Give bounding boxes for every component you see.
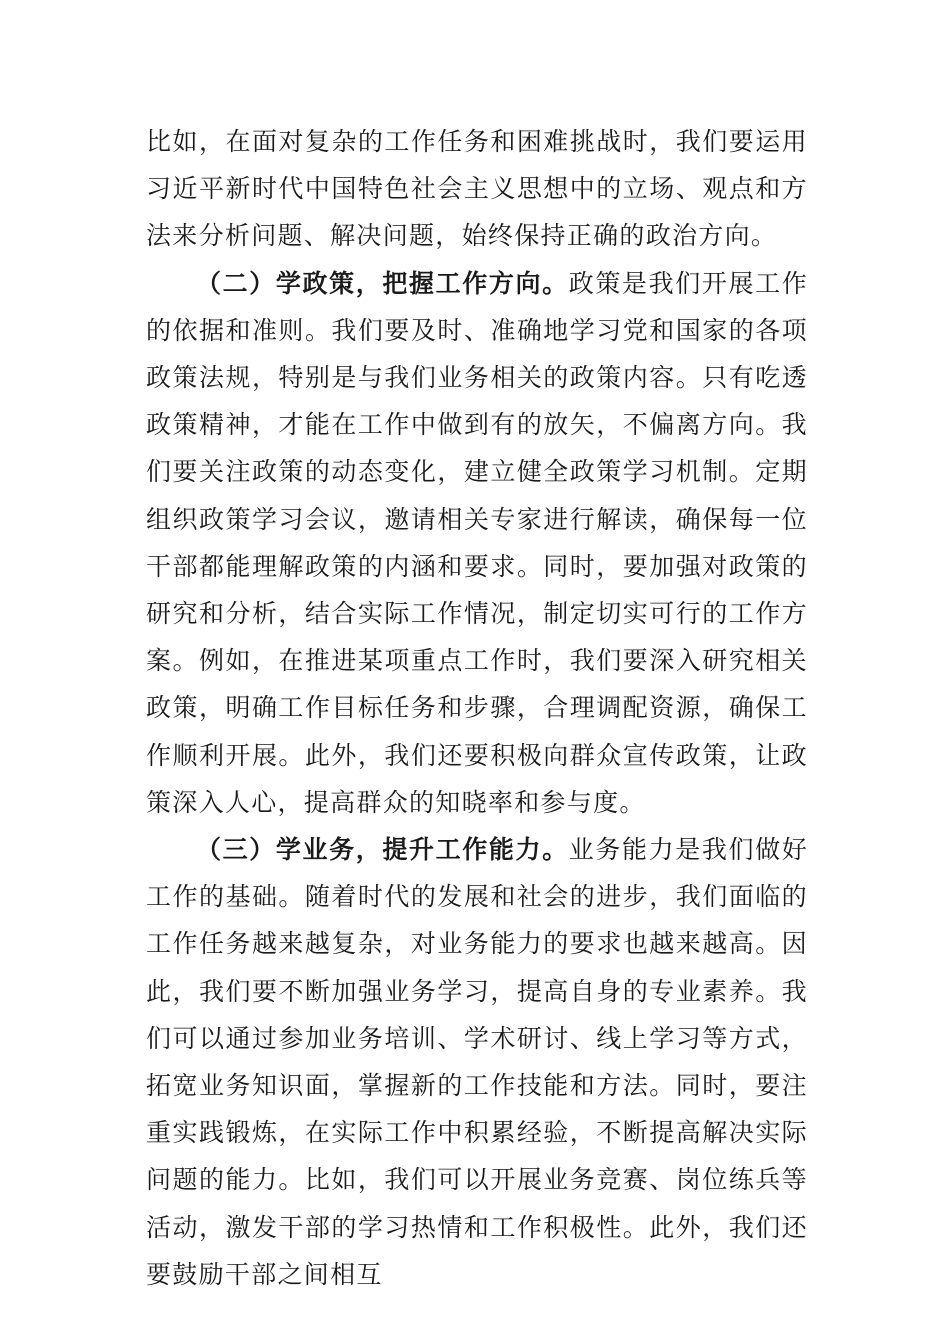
paragraph-policy bbox=[146, 260, 808, 826]
paragraph-business bbox=[146, 826, 808, 1298]
paragraph-continuation bbox=[146, 118, 808, 260]
paragraph-heading: （三）学业务，提升工作能力。 bbox=[196, 835, 569, 865]
document-body bbox=[146, 118, 808, 1298]
paragraph-heading: （二）学政策，把握工作方向。 bbox=[196, 268, 569, 298]
paragraph-text: 政策是我们开展工作的依据和准则。我们要及时、准确地学习党和国家的各项政策法规，特别是与我们业务相关的政策内容。只有吃透政策精神，才能在工作中做到有的放矢，不偏离方向。我们要关注政策的动态变化，建立健全政策学习机制。定期组织政策学习会议，邀请相关专家进行解读，确保每一位干部都能理解政策的内涵和要求。同时，要加强对政策的研究和分析，结合实际工作情况，制定切实可行的工作方案。例如，在推进某项重点工作时，我们要深入研究相关政策，明确工作目标任务和步骤，合理调配资源，确保工作顺利开展。此外，我们还要积极向群众宣传政策，让政策深入人心，提高群众的知晓率和参与度。 bbox=[146, 268, 808, 817]
paragraph-text: 业务能力是我们做好工作的基础。随着时代的发展和社会的进步，我们面临的工作任务越来越复杂，对业务能力的要求也越来越高。因此，我们要不断加强业务学习，提高自身的专业素养。我们可以通过参加业务培训、学术研讨、线上学习等方式，拓宽业务知识面，掌握新的工作技能和方法。同时，要注重实践锻炼，在实际工作中积累经验，不断提高解决实际问题的能力。比如，我们可以开展业务竞赛、岗位练兵等活动，激发干部的学习热情和工作积极性。此外，我们还要鼓励干部之间相互 bbox=[146, 835, 808, 1289]
paragraph-text: 比如，在面对复杂的工作任务和困难挑战时，我们要运用习近平新时代中国特色社会主义思想中的立场、观点和方法来分析问题、解决问题，始终保持正确的政治方向。 bbox=[146, 127, 808, 251]
